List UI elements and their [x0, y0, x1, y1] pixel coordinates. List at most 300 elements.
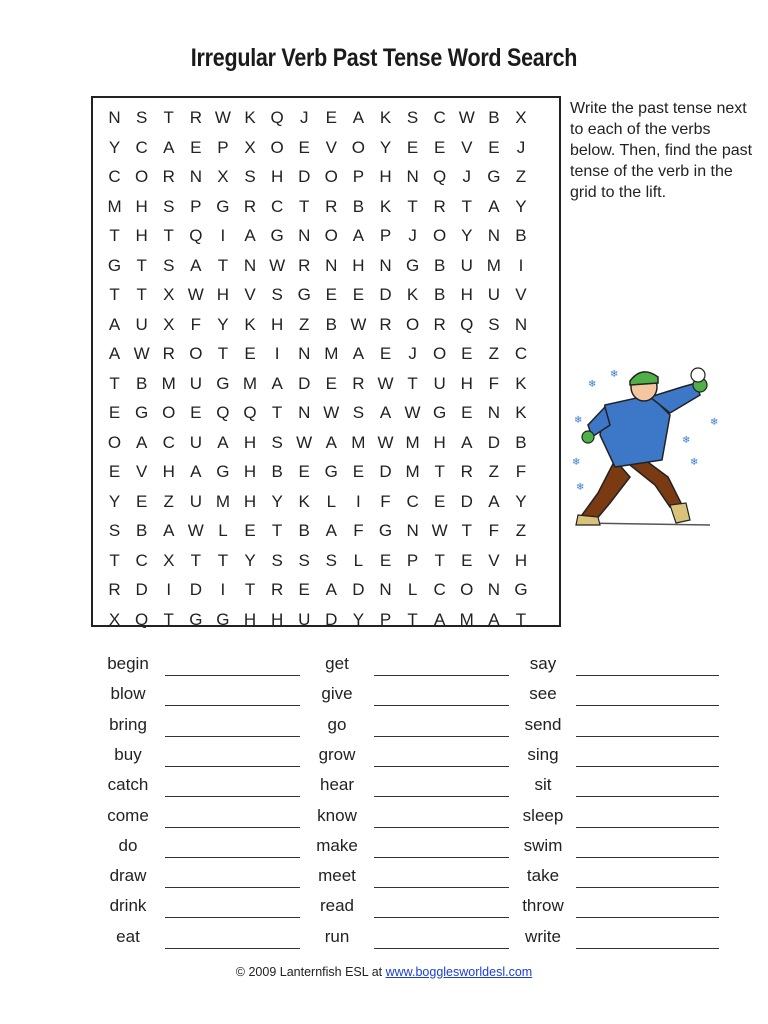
grid-letter: R	[325, 196, 338, 216]
grid-letter: L	[353, 550, 364, 570]
grid-letter: U	[487, 285, 500, 304]
answer-blank[interactable]	[576, 766, 719, 767]
grid-letter: O	[405, 314, 420, 334]
verb-row	[0, 834, 768, 864]
grid-letter: I	[356, 491, 361, 511]
grid-letter: Z	[515, 167, 527, 186]
grid-letter: T	[163, 609, 174, 629]
grid-letter: G	[297, 285, 311, 304]
answer-blank[interactable]	[576, 827, 719, 828]
grid-letter: W	[269, 255, 286, 275]
page-title: Irregular Verb Past Tense Word Search	[190, 44, 578, 72]
grid-letter: A	[217, 432, 229, 452]
grid-letter: M	[405, 432, 420, 452]
grid-letter: H	[460, 285, 473, 304]
grid-letter: M	[486, 255, 501, 275]
grid-letter: W	[133, 344, 150, 363]
verb-label: drink	[109, 896, 147, 916]
grid-letter: A	[108, 344, 121, 363]
grid-letter: B	[271, 462, 283, 481]
snowball-boy-illustration	[570, 365, 720, 535]
grid-letter: T	[271, 521, 283, 540]
svg-text:❄: ❄	[682, 435, 691, 446]
grid-letter: E	[298, 137, 310, 157]
grid-letter: E	[352, 285, 365, 304]
grid-letter: D	[135, 580, 148, 599]
verb-label: run	[324, 926, 350, 946]
grid-letter: X	[163, 314, 175, 334]
grid-letter: O	[324, 226, 338, 245]
grid-letter: C	[135, 550, 148, 570]
grid-letter: V	[461, 137, 473, 157]
grid-letter: B	[352, 196, 365, 216]
grid-letter: H	[270, 314, 284, 334]
grid-letter: V	[488, 550, 500, 570]
grid-letter: M	[161, 373, 176, 393]
grid-letter: Q	[270, 108, 284, 127]
grid-letter: V	[135, 462, 148, 481]
grid-letter: T	[109, 285, 120, 304]
grid-letter: T	[217, 255, 229, 275]
grid-letter: B	[515, 432, 527, 452]
grid-letter: T	[163, 108, 174, 127]
grid-letter: K	[379, 196, 392, 216]
grid-letter: H	[514, 550, 528, 570]
grid-letter: P	[190, 196, 202, 216]
verb-label: sit	[534, 775, 552, 795]
grid-letter: W	[350, 314, 367, 334]
grid-letter: I	[220, 226, 226, 245]
grid-letter: Y	[108, 491, 121, 511]
grid-letter: U	[135, 314, 148, 334]
grid-letter: P	[352, 167, 365, 186]
answer-blank[interactable]	[576, 857, 719, 858]
grid-letter: M	[242, 373, 258, 393]
grid-letter: H	[460, 373, 473, 393]
grid-letter: J	[408, 226, 417, 245]
grid-letter: M	[405, 462, 420, 481]
answer-blank[interactable]	[576, 736, 719, 737]
grid-letter: J	[299, 108, 309, 127]
grid-letter: C	[433, 580, 446, 599]
grid-letter: L	[218, 521, 228, 540]
grid-letter: W	[187, 521, 204, 540]
grid-letter: N	[379, 255, 392, 275]
grid-letter: S	[406, 108, 419, 127]
grid-letter: R	[243, 196, 257, 216]
verb-row	[0, 894, 768, 924]
grid-letter: P	[379, 609, 392, 629]
svg-text:❄: ❄	[574, 415, 583, 426]
grid-letter: E	[325, 108, 337, 127]
grid-letter: H	[379, 167, 392, 186]
grid-letter: G	[216, 196, 230, 216]
grid-letter: T	[434, 462, 445, 481]
grid-letter: D	[460, 491, 473, 511]
grid-letter: F	[515, 462, 527, 481]
grid-letter: D	[325, 609, 338, 629]
grid-letter: S	[488, 314, 500, 334]
grid-letter: X	[244, 137, 256, 157]
grid-letter: H	[135, 226, 148, 245]
grid-letter: G	[324, 462, 338, 481]
grid-letter: Y	[352, 609, 365, 629]
grid-letter: D	[379, 285, 392, 304]
grid-letter: C	[514, 344, 528, 363]
grid-letter: Q	[216, 403, 230, 422]
grid-letter: S	[244, 167, 256, 186]
verb-label: send	[524, 714, 562, 734]
grid-letter: U	[298, 609, 311, 629]
grid-letter: U	[189, 432, 202, 452]
verb-label: sleep	[522, 805, 564, 825]
grid-letter: H	[162, 462, 175, 481]
svg-text:❄: ❄	[690, 457, 699, 468]
grid-letter: R	[379, 314, 392, 334]
verb-row	[0, 864, 768, 894]
grid-letter: B	[488, 108, 500, 127]
grid-letter: S	[163, 196, 175, 216]
grid-letter: B	[298, 521, 310, 540]
grid-letter: Y	[515, 491, 527, 511]
grid-letter: E	[461, 550, 473, 570]
grid-letter: W	[323, 403, 340, 422]
grid-letter: Q	[135, 609, 149, 629]
grid-letter: O	[433, 226, 447, 245]
grid-letter: W	[296, 432, 313, 452]
grid-letter: B	[434, 285, 446, 304]
grid-letter: A	[379, 403, 392, 422]
grid-letter: T	[461, 196, 472, 216]
grid-letter: K	[244, 108, 256, 127]
answer-blank[interactable]	[576, 887, 719, 888]
grid-letter: O	[270, 137, 284, 157]
grid-letter: A	[434, 609, 446, 629]
grid-letter: A	[325, 432, 337, 452]
grid-letter: T	[136, 285, 147, 304]
word-search-grid	[91, 96, 561, 627]
grid-letter: N	[487, 580, 500, 599]
grid-letter: T	[136, 255, 147, 275]
grid-letter: T	[515, 609, 527, 629]
grid-letter: A	[190, 462, 202, 481]
grid-letter: R	[298, 255, 311, 275]
grid-letter: T	[109, 226, 120, 245]
grid-letter: E	[352, 462, 365, 481]
grid-letter: A	[163, 137, 175, 157]
grid-letter: E	[461, 403, 473, 422]
grid-letter: H	[433, 432, 446, 452]
grid-letter: H	[243, 432, 257, 452]
verb-list	[0, 652, 768, 952]
grid-letter: E	[298, 580, 310, 599]
grid-letter: O	[351, 137, 365, 157]
grid-letter: H	[243, 491, 257, 511]
grid-letter: R	[270, 580, 284, 599]
grid-letter: N	[514, 314, 528, 334]
svg-text:❄: ❄	[588, 379, 597, 390]
grid-letter: K	[515, 403, 527, 422]
grid-letter: H	[352, 255, 365, 275]
grid-letter: I	[166, 580, 172, 599]
grid-letter: B	[325, 314, 337, 334]
grid-letter: G	[270, 226, 284, 245]
grid-letter: R	[352, 373, 365, 393]
grid-letter: K	[379, 108, 392, 127]
grid-letter: S	[298, 550, 310, 570]
verb-label: meet	[318, 866, 356, 886]
grid-letter: D	[298, 167, 311, 186]
verb-label: say	[529, 654, 557, 673]
grid-letter: V	[515, 285, 527, 304]
grid-letter: H	[216, 285, 230, 304]
grid-letter: E	[325, 373, 337, 393]
grid-letter: E	[108, 403, 121, 422]
grid-letter: Q	[189, 226, 203, 245]
grid-letter: M	[459, 609, 474, 629]
grid-letter: T	[407, 196, 418, 216]
grid-letter: E	[244, 521, 256, 540]
grid-letter: R	[162, 167, 175, 186]
grid-letter: S	[352, 403, 365, 422]
grid-letter: B	[434, 255, 446, 275]
grid-letter: H	[270, 609, 284, 629]
grid-letter: S	[163, 255, 175, 275]
answer-blank[interactable]	[576, 948, 719, 949]
grid-letter: M	[351, 432, 366, 452]
grid-letter: C	[108, 167, 121, 186]
verb-label: buy	[114, 744, 142, 764]
letter-grid	[101, 103, 535, 634]
answer-blank[interactable]	[576, 917, 719, 918]
grid-letter: T	[190, 550, 202, 570]
grid-letter: M	[324, 344, 339, 363]
grid-letter: P	[379, 226, 392, 245]
verb-row	[0, 713, 768, 743]
grid-letter: E	[434, 137, 446, 157]
grid-letter: X	[217, 167, 229, 186]
grid-letter: A	[271, 373, 283, 393]
grid-letter: G	[405, 255, 420, 275]
grid-letter: X	[163, 285, 175, 304]
verb-label: do	[118, 835, 138, 855]
grid-letter: Y	[515, 196, 527, 216]
svg-text:❄: ❄	[576, 482, 585, 493]
grid-letter: E	[135, 491, 148, 511]
grid-letter: S	[271, 285, 283, 304]
answer-blank[interactable]	[576, 796, 719, 797]
verb-label: make	[316, 835, 358, 855]
grid-letter: G	[189, 609, 203, 629]
grid-letter: E	[434, 491, 446, 511]
grid-letter: C	[406, 491, 419, 511]
footer	[0, 965, 768, 979]
grid-letter: F	[190, 314, 202, 334]
grid-letter: U	[189, 373, 202, 393]
grid-letter: D	[487, 432, 500, 452]
grid-letter: G	[487, 167, 501, 186]
grid-letter: A	[488, 196, 500, 216]
grid-letter: C	[135, 137, 148, 157]
grid-letter: G	[216, 373, 230, 393]
grid-letter: D	[298, 373, 311, 393]
grid-letter: O	[189, 344, 203, 363]
grid-letter: V	[244, 285, 256, 304]
grid-letter: B	[515, 226, 527, 245]
verb-label: throw	[522, 896, 564, 916]
grid-letter: C	[162, 432, 175, 452]
grid-letter: N	[298, 403, 311, 422]
verb-label: take	[526, 866, 560, 886]
grid-letter: T	[109, 373, 120, 393]
grid-letter: O	[433, 344, 447, 363]
grid-letter: E	[244, 344, 256, 363]
grid-letter: F	[488, 373, 500, 393]
grid-letter: A	[352, 344, 365, 363]
grid-letter: A	[244, 226, 256, 245]
verb-row	[0, 652, 768, 682]
grid-letter: D	[379, 462, 392, 481]
grid-letter: S	[108, 521, 121, 540]
grid-letter: E	[190, 137, 202, 157]
grid-letter: F	[353, 521, 364, 540]
grid-letter: T	[217, 550, 229, 570]
grid-letter: A	[190, 255, 202, 275]
instructions-text: Write the past tense next to each of the verbs below. Then, find the past tense of the verb in the grid to the lift.	[570, 100, 753, 201]
grid-letter: R	[189, 108, 202, 127]
footer-link[interactable]: www.bogglesworldesl.com	[385, 965, 533, 979]
verb-label: go	[327, 714, 347, 734]
svg-text:❄: ❄	[710, 417, 719, 428]
grid-letter: A	[488, 491, 500, 511]
grid-letter: I	[220, 580, 226, 599]
verb-row	[0, 682, 768, 712]
grid-letter: T	[461, 521, 472, 540]
grid-letter: N	[487, 403, 500, 422]
grid-letter: K	[244, 314, 256, 334]
grid-letter: B	[135, 521, 148, 540]
grid-letter: N	[243, 255, 257, 275]
grid-letter: L	[407, 580, 418, 599]
grid-letter: H	[243, 609, 257, 629]
grid-letter: Z	[163, 491, 174, 511]
grid-letter: A	[461, 432, 473, 452]
answer-blank[interactable]	[576, 675, 719, 676]
grid-letter: Q	[243, 403, 257, 422]
answer-blank[interactable]	[576, 705, 719, 706]
svg-text:❄: ❄	[572, 457, 581, 468]
grid-letter: E	[379, 550, 392, 570]
grid-letter: A	[163, 521, 175, 540]
grid-letter: E	[298, 462, 310, 481]
grid-letter: T	[299, 196, 310, 216]
grid-letter: M	[107, 196, 122, 216]
grid-letter: A	[352, 108, 365, 127]
grid-letter: W	[404, 403, 421, 422]
grid-letter: A	[488, 609, 500, 629]
grid-letter: C	[433, 108, 446, 127]
grid-letter: A	[135, 432, 148, 452]
grid-letter: G	[216, 609, 230, 629]
grid-letter: H	[270, 167, 284, 186]
grid-letter: N	[298, 226, 311, 245]
grid-letter: E	[406, 137, 419, 157]
grid-letter: C	[270, 196, 284, 216]
grid-letter: R	[433, 196, 446, 216]
grid-letter: T	[407, 609, 418, 629]
grid-letter: G	[514, 580, 528, 599]
grid-letter: K	[298, 491, 310, 511]
grid-letter: R	[162, 344, 175, 363]
grid-letter: T	[271, 403, 283, 422]
grid-letter: Y	[108, 137, 121, 157]
verb-row	[0, 773, 768, 803]
grid-letter: T	[244, 580, 256, 599]
grid-letter: F	[380, 491, 391, 511]
grid-letter: W	[458, 108, 475, 127]
grid-letter: T	[434, 550, 445, 570]
verb-label: hear	[319, 775, 355, 795]
verb-label: sing	[527, 744, 559, 764]
grid-letter: R	[108, 580, 121, 599]
grid-letter: W	[187, 285, 204, 304]
grid-letter: S	[271, 432, 283, 452]
grid-letter: X	[163, 550, 175, 570]
grid-letter: P	[406, 550, 419, 570]
grid-letter: T	[109, 550, 120, 570]
verb-label: swim	[523, 835, 563, 855]
grid-letter: O	[135, 167, 149, 186]
verb-label: catch	[107, 775, 149, 795]
grid-letter: Q	[433, 167, 447, 186]
grid-letter: N	[298, 344, 311, 363]
grid-letter: H	[243, 462, 257, 481]
grid-letter: R	[460, 462, 473, 481]
grid-letter: N	[406, 167, 419, 186]
grid-letter: D	[352, 580, 365, 599]
grid-letter: S	[271, 550, 283, 570]
grid-letter: T	[163, 226, 174, 245]
grid-letter: S	[135, 108, 148, 127]
grid-letter: U	[460, 255, 473, 275]
grid-letter: F	[488, 521, 500, 540]
grid-letter: I	[274, 344, 280, 363]
grid-letter: R	[433, 314, 446, 334]
grid-letter: N	[325, 255, 338, 275]
grid-letter: N	[487, 226, 500, 245]
verb-label: read	[319, 896, 355, 916]
verb-label: come	[107, 805, 149, 825]
grid-letter: V	[325, 137, 337, 157]
verb-row	[0, 743, 768, 773]
grid-letter: E	[325, 285, 337, 304]
verb-row	[0, 925, 768, 955]
grid-letter: O	[324, 167, 338, 186]
grid-letter: Y	[217, 314, 229, 334]
grid-letter: T	[217, 344, 229, 363]
grid-letter: M	[215, 491, 230, 511]
grid-letter: N	[406, 521, 419, 540]
grid-letter: J	[462, 167, 472, 186]
grid-letter: K	[406, 285, 419, 304]
verb-label: draw	[109, 866, 147, 886]
grid-letter: Y	[271, 491, 283, 511]
verb-label: blow	[110, 684, 146, 704]
grid-letter: I	[518, 255, 524, 275]
grid-letter: O	[460, 580, 474, 599]
grid-letter: A	[352, 226, 365, 245]
grid-letter: P	[217, 137, 229, 157]
